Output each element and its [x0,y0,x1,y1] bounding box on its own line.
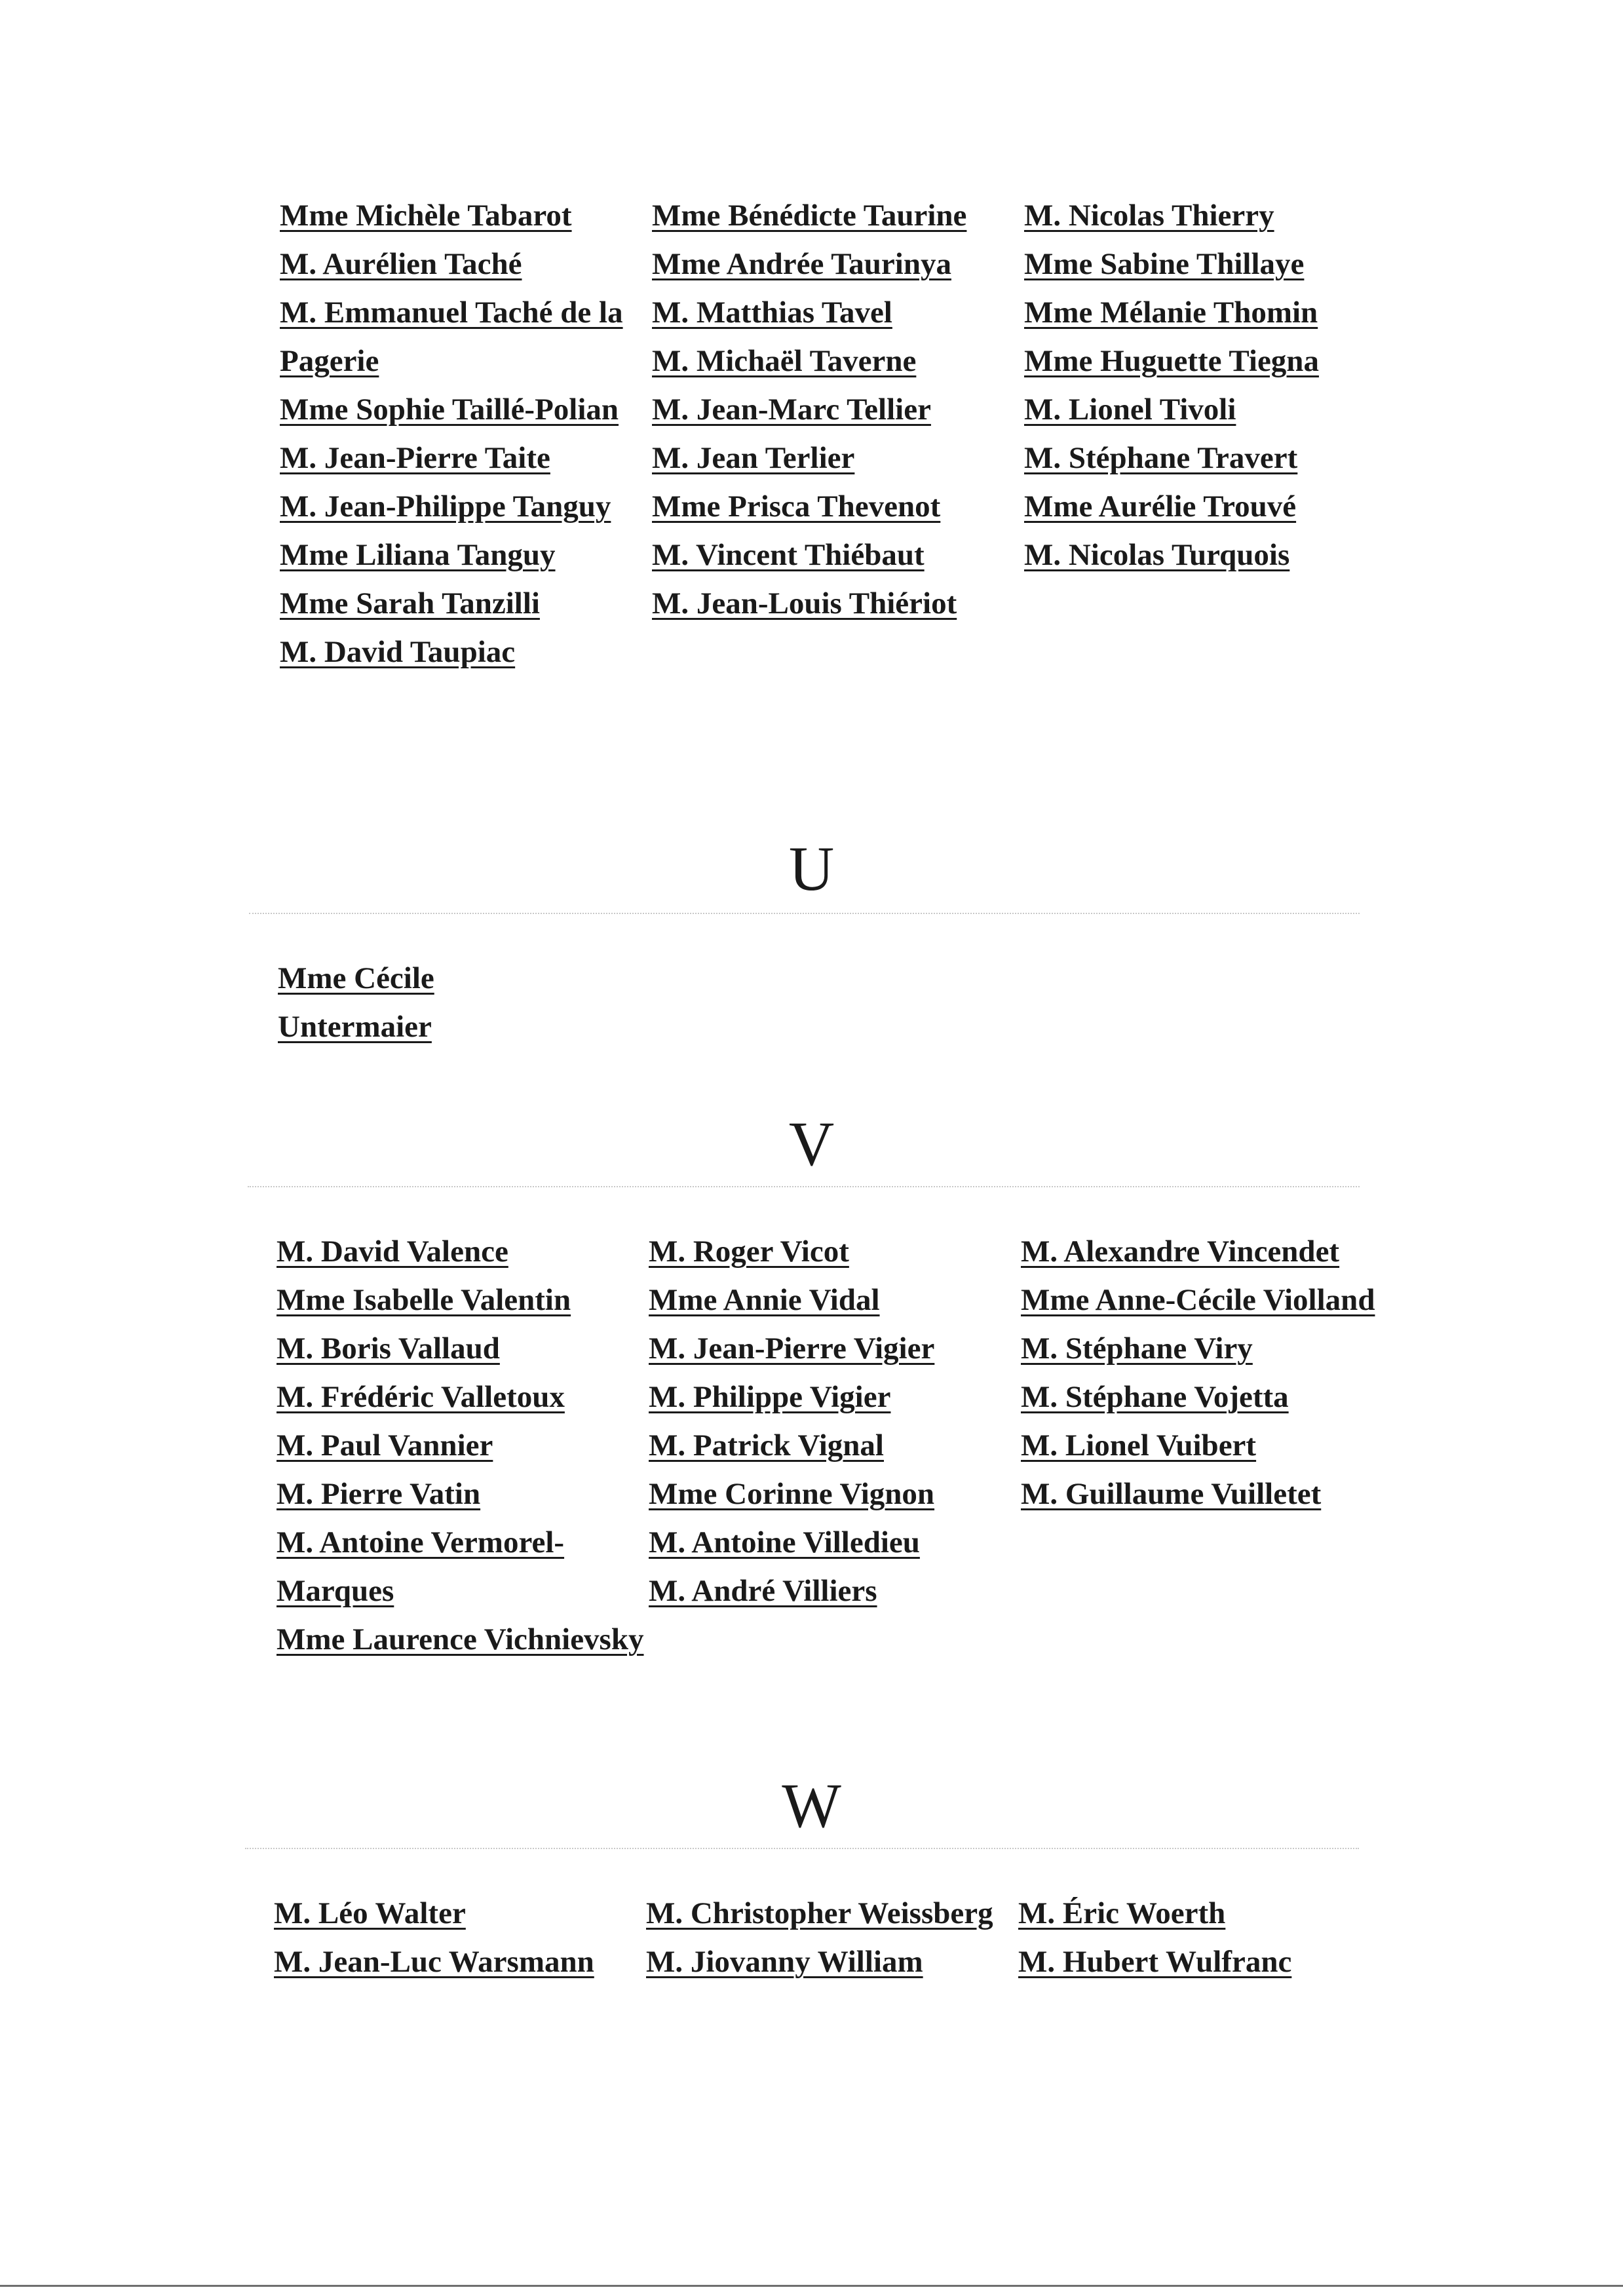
deputy-list-item [277,1324,649,1373]
deputy-list-item [1018,1889,1390,1938]
deputy-name-link[interactable]: M. Vincent Thiébaut [652,538,925,572]
deputy-list-item [652,482,1024,531]
deputy-list-item [277,1518,649,1615]
deputy-name-link[interactable]: M. Hubert Wulfranc [1018,1945,1292,1979]
deputy-name-link[interactable]: M. Jean Terlier [652,441,855,475]
section-w-column-3 [1018,1889,1390,1986]
deputy-name-link[interactable]: M. André Villiers [649,1574,877,1608]
deputy-name-link[interactable]: M. Antoine Villedieu [649,1525,920,1559]
deputy-list-item [649,1518,1021,1567]
deputy-name-link[interactable]: Mme Huguette Tiegna [1024,344,1319,378]
section-t-columns [280,191,1396,676]
deputy-name-link[interactable]: M. Michaël Taverne [652,344,917,378]
deputy-name-link[interactable]: M. Philippe Vigier [649,1380,891,1414]
deputy-name-link[interactable]: Mme Michèle Tabarot [280,199,572,233]
deputy-name-link[interactable]: Mme Cécile Untermaier [278,961,434,1044]
deputy-name-link[interactable]: Mme Mélanie Thomin [1024,296,1318,330]
section-w-column-1 [274,1889,646,1986]
deputy-name-link[interactable]: M. Alexandre Vincendet [1021,1234,1340,1269]
deputy-list-item [277,1421,649,1470]
deputy-list-item [1021,1276,1393,1324]
deputy-name-link[interactable]: M. Christopher Weissberg [646,1896,993,1930]
section-v-column-3 [1021,1227,1393,1664]
deputy-name-link[interactable]: Mme Sarah Tanzilli [280,586,540,621]
deputy-name-link[interactable]: M. Pierre Vatin [277,1477,481,1511]
deputy-list-item [652,579,1024,628]
deputy-name-link[interactable]: M. Stéphane Vojetta [1021,1380,1289,1414]
deputy-list-item [1021,1227,1393,1276]
deputy-list-item [649,1421,1021,1470]
section-u-column-1 [278,954,494,1051]
deputy-name-link[interactable]: M. Jean-Luc Warsmann [274,1945,594,1979]
deputy-list-item [652,240,1024,288]
deputy-name-link[interactable]: M. Roger Vicot [649,1234,849,1269]
deputy-list-item [646,1938,1018,1986]
deputy-name-link[interactable]: M. Jean-Philippe Tanguy [280,489,611,524]
deputy-name-link[interactable]: M. Matthias Tavel [652,296,892,330]
deputy-list-item [649,1276,1021,1324]
deputy-list-item [649,1227,1021,1276]
deputy-name-link[interactable]: Mme Annie Vidal [649,1283,880,1317]
deputy-name-link[interactable]: M. Léo Walter [274,1896,466,1930]
deputy-name-link[interactable]: Mme Isabelle Valentin [277,1283,571,1317]
deputy-name-link[interactable]: M. Nicolas Thierry [1024,199,1274,233]
deputy-name-link[interactable]: M. Aurélien Taché [280,247,522,281]
deputy-list-item [1024,288,1396,337]
deputy-name-link[interactable]: M. David Valence [277,1234,508,1269]
deputy-list-item [1024,337,1396,385]
deputy-name-link[interactable]: M. David Taupiac [280,635,516,669]
deputy-name-link[interactable]: M. Guillaume Vuilletet [1021,1477,1322,1511]
deputy-list-item [277,1276,649,1324]
deputy-name-link[interactable]: M. Lionel Vuibert [1021,1428,1257,1463]
section-letter-w: W [782,1770,841,1841]
section-t-column-1 [280,191,652,676]
deputy-name-link[interactable]: Mme Aurélie Trouvé [1024,489,1297,524]
deputy-list-item [652,288,1024,337]
page-bottom-border [0,2285,1623,2287]
deputy-name-link[interactable]: M. Stéphane Viry [1021,1331,1253,1366]
deputy-list-item [277,1615,649,1664]
section-t-column-2 [652,191,1024,676]
deputy-name-link[interactable]: Mme Liliana Tanguy [280,538,556,572]
deputy-name-link[interactable]: M. Jean-Pierre Taite [280,441,550,475]
deputy-list-item [280,288,652,385]
section-t-column-3 [1024,191,1396,676]
section-u-columns [278,954,494,1051]
section-divider-v [248,1186,1360,1187]
deputy-name-link[interactable]: M. Jean-Marc Tellier [652,392,931,427]
deputy-list-item [280,191,652,240]
deputy-name-link[interactable]: Mme Bénédicte Taurine [652,199,967,233]
deputy-list-item [1024,434,1396,482]
deputy-name-link[interactable]: Mme Sophie Taillé-Polian [280,392,619,427]
deputy-list-item [1024,531,1396,579]
deputy-list-item [1021,1373,1393,1421]
deputy-name-link[interactable]: M. Stéphane Travert [1024,441,1298,475]
deputy-list-item [652,385,1024,434]
deputy-list-item [280,385,652,434]
section-letter-u: U [788,833,835,904]
section-w-columns [274,1889,1390,1986]
deputy-name-link[interactable]: Mme Laurence Vichnievsky [277,1622,644,1656]
section-divider-w [245,1848,1359,1849]
deputy-list-item [274,1938,646,1986]
deputy-name-link[interactable]: M. Patrick Vignal [649,1428,884,1463]
deputy-list-item [652,191,1024,240]
deputy-list-item [280,240,652,288]
deputy-list-item [652,337,1024,385]
deputy-name-link[interactable]: M. Jiovanny William [646,1945,923,1979]
section-divider-u [249,913,1360,914]
deputy-list-item [280,531,652,579]
deputy-list-item [1024,482,1396,531]
deputy-name-link[interactable]: M. Antoine Vermorel-Marques [277,1525,565,1608]
section-v-column-1 [277,1227,649,1664]
deputy-list-item [278,954,494,1051]
deputy-list-item [277,1227,649,1276]
deputy-name-link[interactable]: M. Boris Vallaud [277,1331,500,1366]
deputy-name-link[interactable]: M. Frédéric Valletoux [277,1380,565,1414]
deputy-list-item [274,1889,646,1938]
section-w-column-2 [646,1889,1018,1986]
deputy-list-item [652,434,1024,482]
deputy-name-link[interactable]: M. Nicolas Turquois [1024,538,1290,572]
deputy-list-item [1021,1470,1393,1518]
deputy-name-link[interactable]: M. Lionel Tivoli [1024,392,1236,427]
deputy-name-link[interactable]: Mme Prisca Thevenot [652,489,941,524]
deputy-name-link[interactable]: M. Jean-Louis Thiériot [652,586,957,621]
deputy-list-item [649,1567,1021,1615]
deputy-name-link[interactable]: M. Jean-Pierre Vigier [649,1331,935,1366]
deputy-list-item [277,1373,649,1421]
deputy-name-link[interactable]: M. Paul Vannier [277,1428,493,1463]
deputy-list-item [1021,1324,1393,1373]
deputy-list-item [649,1373,1021,1421]
section-v-columns [277,1227,1393,1664]
deputy-list-item [1024,385,1396,434]
deputy-list-item [280,628,652,676]
deputy-name-link[interactable]: M. Éric Woerth [1018,1896,1226,1930]
deputy-list-item [649,1470,1021,1518]
deputy-name-link[interactable]: Mme Andrée Taurinya [652,247,951,281]
deputy-list-item [1018,1938,1390,1986]
deputy-name-link[interactable]: Mme Anne-Cécile Violland [1021,1283,1375,1317]
deputy-name-link[interactable]: M. Emmanuel Taché de la Pagerie [280,296,623,378]
deputy-list-item [652,531,1024,579]
deputy-list-item [280,434,652,482]
deputy-list-item [280,579,652,628]
deputy-name-link[interactable]: Mme Sabine Thillaye [1024,247,1305,281]
deputy-list-item [646,1889,1018,1938]
deputy-list-item [1021,1421,1393,1470]
deputy-list-item [649,1324,1021,1373]
deputy-list-item [277,1470,649,1518]
section-letter-v: V [788,1109,835,1179]
deputy-name-link[interactable]: Mme Corinne Vignon [649,1477,935,1511]
section-v-column-2 [649,1227,1021,1664]
deputy-list-item [1024,191,1396,240]
deputy-list-item [280,482,652,531]
deputy-list-item [1024,240,1396,288]
